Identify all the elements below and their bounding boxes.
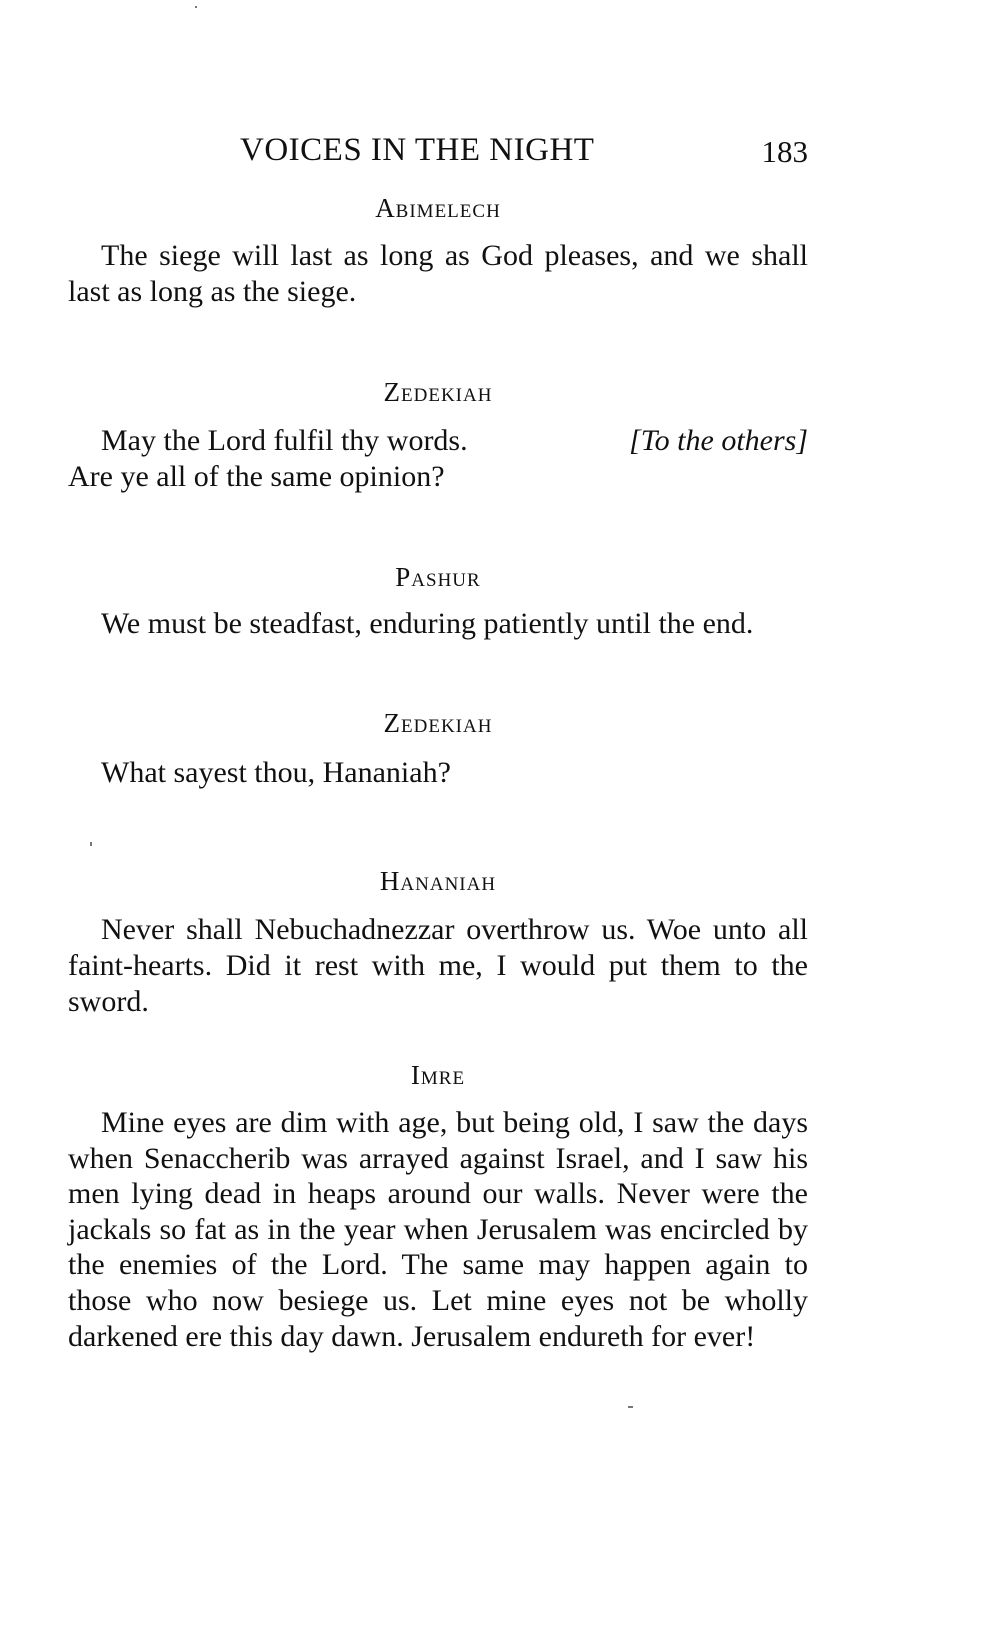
speaker-name: Hananiah	[379, 866, 497, 896]
speech-text: We must be steadfast, enduring patiently until the end.	[101, 607, 754, 640]
speech-text-after: Are ye all of the same opinion?	[68, 460, 445, 493]
speaker-name: Zedekiah	[383, 377, 493, 407]
speech-text: The siege will last as long as God pleases, and we shall last as long as the siege.	[68, 239, 808, 308]
speaker-name: Pashur	[395, 562, 481, 592]
speaker-name: Zedekiah	[383, 708, 493, 738]
speech-text: Mine eyes are dim with age, but being old, I saw the days when Senaccherib was arrayed against Israel, and I saw his men lying dead in heaps around our walls. Never were the jackals so fat as in the year when Jerusalem was encircled by the enemies of the Lord. The same may happen again to those who now besiege us. Let mine eyes not be wholly darkened ere this day dawn. Jerusalem endureth for ever!	[68, 1106, 808, 1353]
speaker-name: Imre	[410, 1060, 466, 1090]
scan-speck	[195, 6, 197, 8]
page-number: 183	[761, 134, 808, 169]
running-title: VOICES IN THE NIGHT	[240, 132, 595, 168]
speech-text-before: May the Lord fulfil thy words.	[101, 424, 468, 457]
stage-direction: [To the others]	[629, 424, 808, 457]
scan-speck	[90, 842, 92, 846]
running-head	[68, 132, 808, 172]
speech-text: What sayest thou, Hananiah?	[101, 756, 451, 789]
speech-text: Never shall Nebuchadnezzar overthrow us. Woe unto all faint-hearts. Did it rest with me, I would put them to the sword.	[68, 913, 808, 1018]
speaker-name: Abimelech	[375, 193, 501, 223]
scan-speck	[628, 1406, 633, 1408]
speech-text	[68, 423, 808, 495]
